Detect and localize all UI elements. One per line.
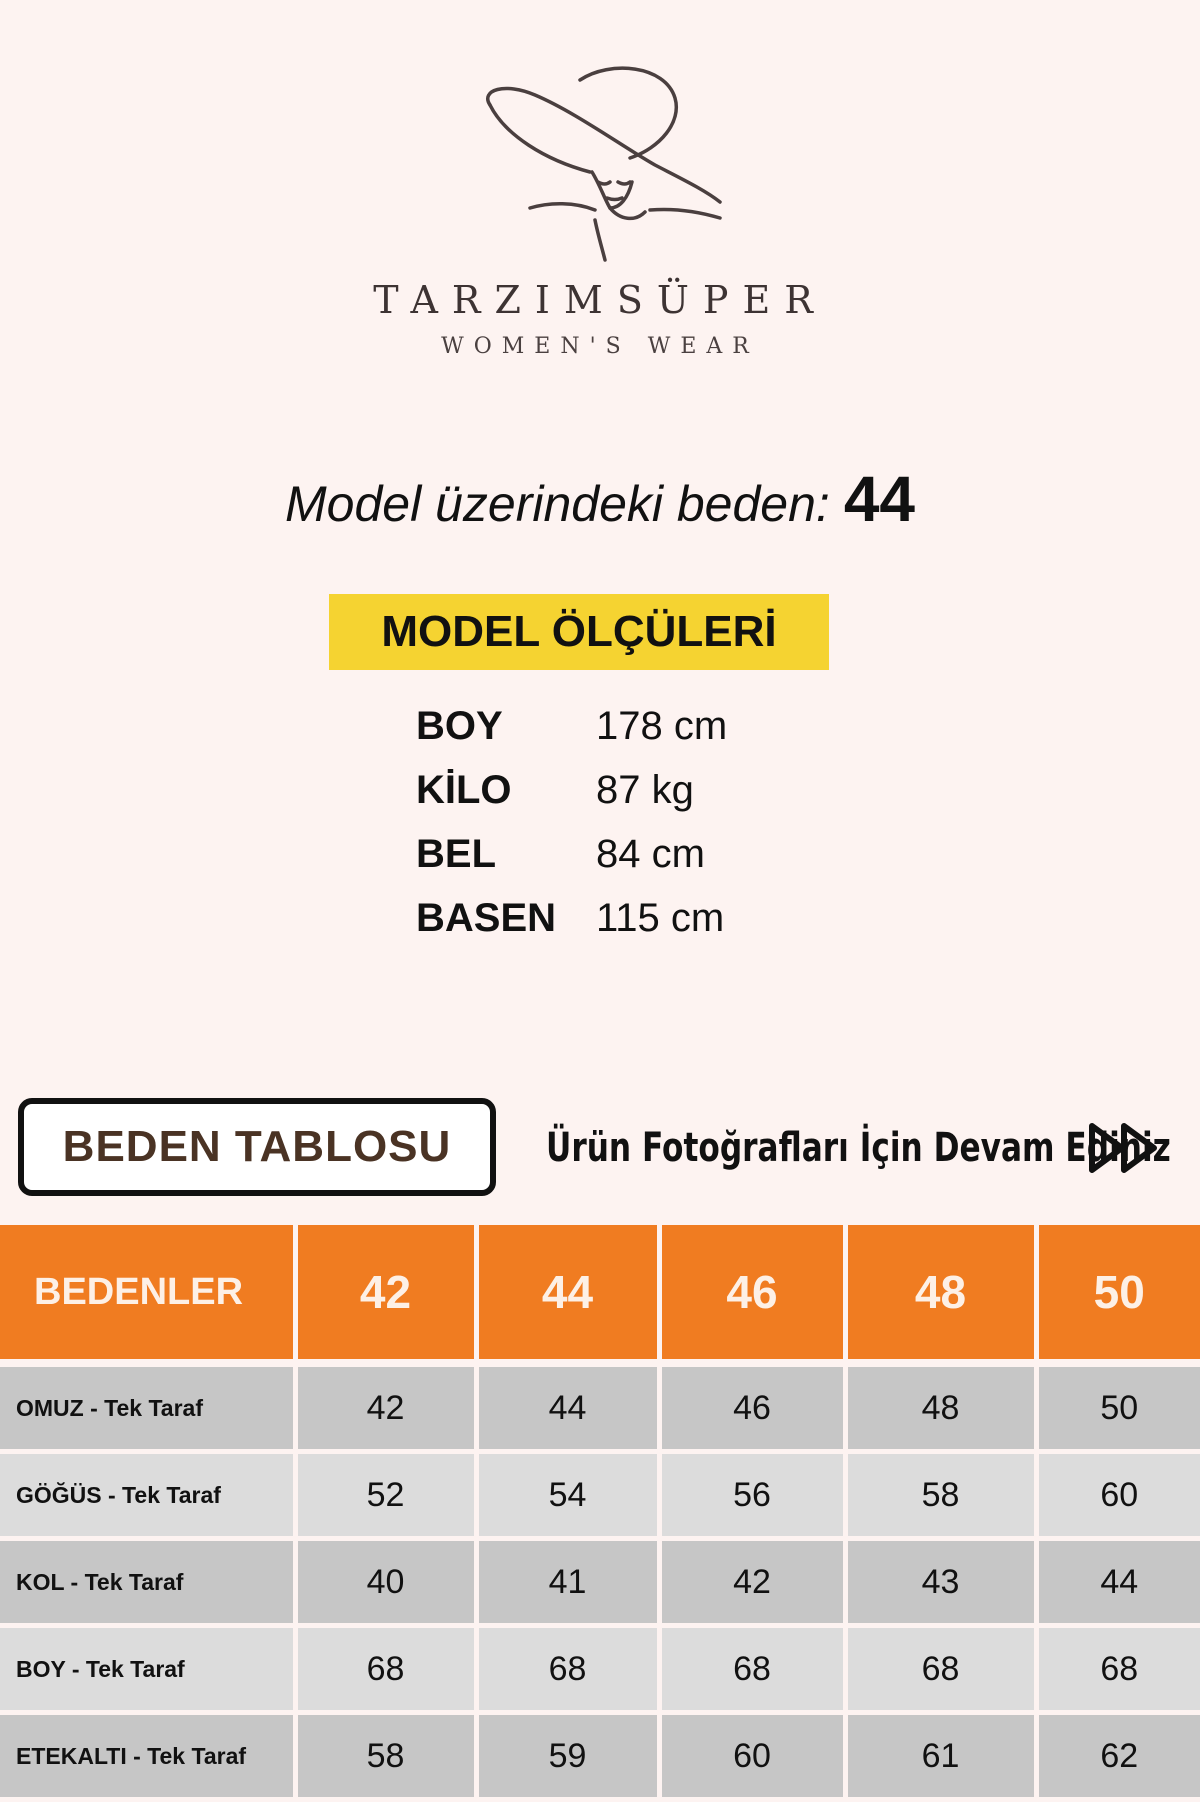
size-header: 50 [1036, 1225, 1200, 1359]
model-size-label: Model üzerindeki beden: [285, 476, 830, 532]
size-header-label: BEDENLER [0, 1225, 295, 1359]
table-cell: 42 [659, 1539, 845, 1626]
table-cell: 52 [295, 1452, 476, 1539]
size-header: 42 [295, 1225, 476, 1359]
table-cell: 40 [295, 1539, 476, 1626]
table-cell: 42 [295, 1367, 476, 1452]
table-cell: 56 [659, 1452, 845, 1539]
table-cell: 46 [659, 1367, 845, 1452]
size-header: 46 [659, 1225, 845, 1359]
table-cell: 41 [476, 1539, 659, 1626]
row-label: BOY - Tek Taraf [0, 1626, 295, 1713]
table-cell: 68 [1036, 1626, 1200, 1713]
measurements-title: MODEL ÖLÇÜLERİ [329, 594, 829, 670]
measurement-row [416, 758, 727, 822]
measurement-key: BOY [416, 703, 503, 748]
row-label: GÖĞÜS - Tek Taraf [0, 1452, 295, 1539]
size-header: 48 [845, 1225, 1036, 1359]
table-cell: 48 [845, 1367, 1036, 1452]
table-cell: 60 [1036, 1452, 1200, 1539]
continue-text: Ürün Fotoğrafları İçin Devam Ediniz [546, 1125, 1171, 1171]
table-cell: 44 [476, 1367, 659, 1452]
measurements-list [416, 694, 727, 950]
model-size-value: 44 [843, 463, 915, 535]
size-table-header [0, 1225, 1200, 1359]
table-cell: 62 [1036, 1713, 1200, 1800]
table-cell: 59 [476, 1713, 659, 1800]
continue-link[interactable] [546, 1120, 1171, 1176]
table-cell: 61 [845, 1713, 1036, 1800]
model-size-line [0, 462, 1200, 536]
table-cell: 68 [659, 1626, 845, 1713]
woman-hat-logo-icon [460, 60, 740, 270]
table-cell: 54 [476, 1452, 659, 1539]
row-label: KOL - Tek Taraf [0, 1539, 295, 1626]
measurement-key: BEL [416, 831, 496, 876]
measurement-value: 115 cm [596, 895, 725, 940]
measurement-value: 84 cm [596, 831, 705, 876]
size-table [0, 1225, 1200, 1802]
table-cell: 68 [295, 1626, 476, 1713]
table-cell: 43 [845, 1539, 1036, 1626]
measurement-value: 87 kg [596, 767, 694, 812]
table-cell: 58 [295, 1713, 476, 1800]
table-cell: 68 [476, 1626, 659, 1713]
logo [0, 60, 1200, 270]
measurement-row [416, 822, 727, 886]
measurement-key: BASEN [416, 895, 557, 940]
row-label: OMUZ - Tek Taraf [0, 1367, 295, 1452]
brand-tagline: WOMEN'S WEAR [441, 334, 759, 359]
table-cell: 68 [845, 1626, 1036, 1713]
table-cell: 58 [845, 1452, 1036, 1539]
size-table-button[interactable]: BEDEN TABLOSU [18, 1098, 496, 1196]
table-row [0, 1626, 1200, 1713]
row-label: ETEKALTI - Tek Taraf [0, 1713, 295, 1800]
measurement-key: KİLO [416, 767, 512, 812]
table-cell: 50 [1036, 1367, 1200, 1452]
table-row [0, 1539, 1200, 1626]
measurement-row [416, 694, 727, 758]
table-cell: 60 [659, 1713, 845, 1800]
size-header: 44 [476, 1225, 659, 1359]
brand-name: TARZIMSÜPER [373, 278, 827, 322]
table-row [0, 1713, 1200, 1800]
table-row [0, 1367, 1200, 1452]
measurement-row [416, 886, 727, 950]
measurement-value: 178 cm [596, 703, 728, 748]
table-cell: 44 [1036, 1539, 1200, 1626]
table-row [0, 1452, 1200, 1539]
